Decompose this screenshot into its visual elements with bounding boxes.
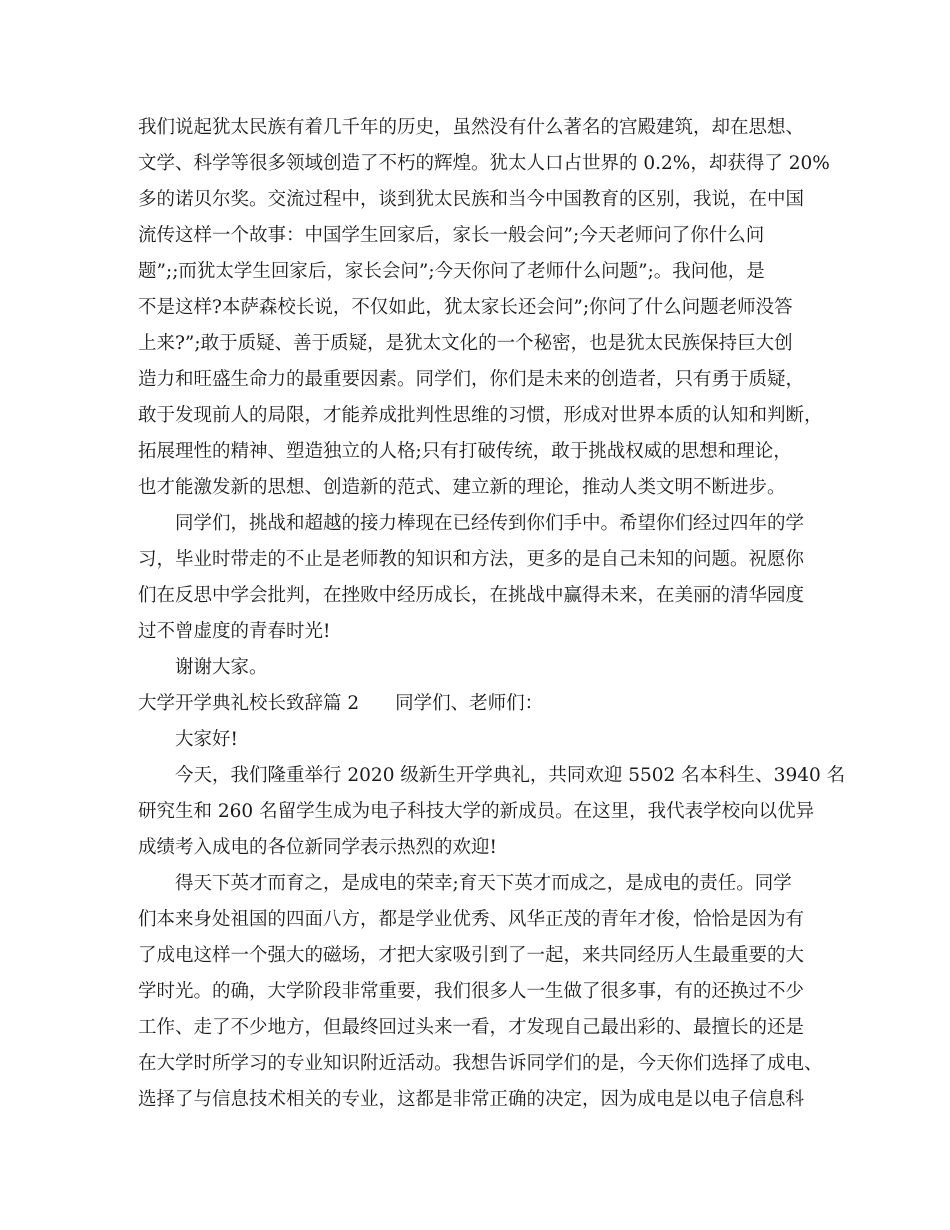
text-line: 我们说起犹太民族有着几千年的历史，虽然没有什么著名的宫殿建筑，却在思想、 — [138, 117, 805, 138]
text-line: 流传这样一个故事：中国学生回家后，家长一般会问”;今天老师问了你什么问 — [138, 225, 765, 246]
paragraph-start-line: 同学们，挑战和超越的接力棒现在已经传到你们手中。希望你们经过四年的学 — [175, 513, 805, 534]
text-line: 了成电这样一个强大的磁场，才把大家吸引到了一起，来共同经历人生最重要的大 — [138, 945, 805, 966]
text-line: 选择了与信息技术相关的专业，这都是非常正确的决定，因为成电是以电子信息科 — [138, 1089, 805, 1110]
text-line: 不是这样?本萨森校长说，不仅如此，犹太家长还会问”;你问了什么问题老师没答 — [138, 297, 793, 318]
text-line: 们本来身处祖国的四面八方，都是学业优秀、风华正茂的青年才俊，恰恰是因为有 — [138, 909, 805, 930]
text-line: 也才能激发新的思想、创造新的范式、建立新的理论，推动人类文明不断进步。 — [138, 477, 786, 498]
text-line: 文学、科学等很多领域创造了不朽的辉煌。犹太人口占世界的 0.2%，却获得了 20% — [138, 153, 830, 174]
text-line: 多的诺贝尔奖。交流过程中，谈到犹太民族和当今中国教育的区别，我说，在中国 — [138, 189, 805, 210]
text-line: 造力和旺盛生命力的最重要因素。同学们，你们是未来的创造者，只有勇于质疑， — [138, 369, 805, 390]
text-line: 在大学时所学习的专业知识附近活动。我想告诉同学们的是，今天你们选择了成电、 — [138, 1053, 823, 1074]
closing-line: 谢谢大家。 — [175, 657, 268, 678]
text-line: 们在反思中学会批判，在挫败中经历成长，在挑战中赢得未来，在美丽的清华园度 — [138, 585, 805, 606]
text-line: 习，毕业时带走的不止是老师教的知识和方法，更多的是自己未知的问题。祝愿你 — [138, 549, 805, 570]
paragraph-start-line: 得天下英才而育之，是成电的荣幸;育天下英才而成之，是成电的责任。同学 — [175, 873, 792, 894]
greeting-line: 大家好! — [175, 729, 238, 750]
text-line: 研究生和 260 名留学生成为电子科技大学的新成员。在这里，我代表学校向以优异 — [138, 801, 815, 822]
paragraph-start-line: 今天，我们隆重举行 2020 级新生开学典礼，共同欢迎 5502 名本科生、3940 名 — [175, 765, 846, 786]
text-line: 拓展理性的精神、塑造独立的人格;只有打破传统，敢于挑战权威的思想和理论， — [138, 441, 792, 462]
text-line: 学时光。的确，大学阶段非常重要，我们很多人一生做了很多事，有的还换过不少 — [138, 981, 805, 1002]
text-line: 上来?”;敢于质疑、善于质疑，是犹太文化的一个秘密，也是犹太民族保持巨大创 — [138, 333, 793, 354]
text-line: 成绩考入成电的各位新同学表示热烈的欢迎! — [138, 837, 497, 858]
section-heading — [138, 687, 818, 721]
text-line: 过不曾虚度的青春时光! — [138, 621, 331, 642]
salutation: 同学们、老师们： — [395, 693, 544, 714]
text-line: 工作、走了不少地方，但最终回过头来一看，才发现自己最出彩的、最擅长的还是 — [138, 1017, 805, 1038]
text-line: 敢于发现前人的局限，才能养成批判性思维的习惯，形成对世界本质的认知和判断， — [138, 405, 823, 426]
section-title: 大学开学典礼校长致辞篇 2 — [138, 693, 360, 714]
text-line: 题”;;而犹太学生回家后，家长会问”;今天你问了老师什么问题”;。我问他，是 — [138, 261, 765, 282]
